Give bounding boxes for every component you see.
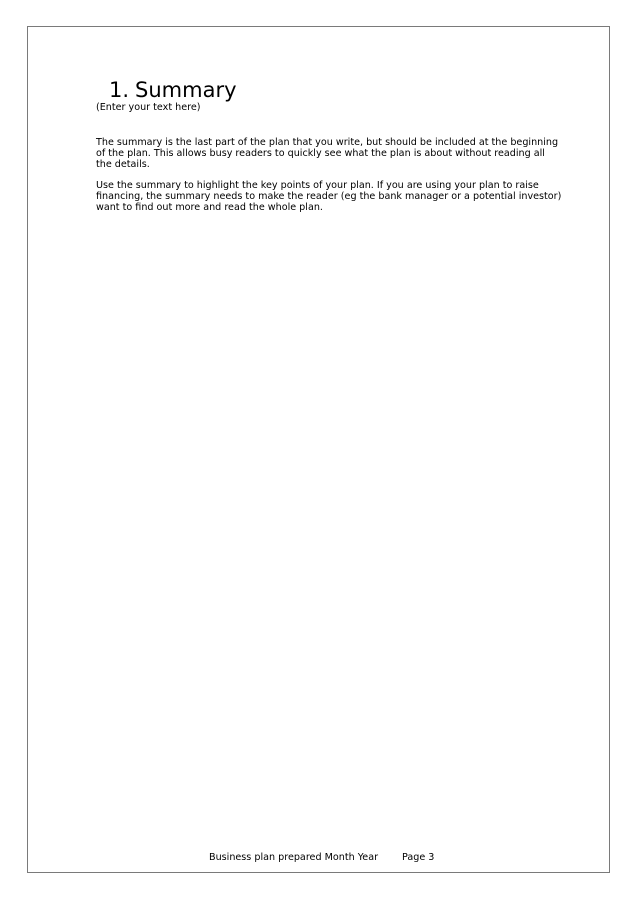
page-number: Page 3	[402, 852, 435, 863]
section-number: 1.	[109, 78, 130, 102]
paragraph	[96, 180, 561, 213]
paragraph-line: The summary is the last part of the plan that you write, but should be included at the beginning	[96, 137, 559, 148]
footer-text: Business plan prepared Month Year	[209, 852, 379, 863]
paragraph-line: Use the summary to highlight the key points of your plan. If you are using your plan to raise	[96, 180, 539, 191]
paragraph-line: want to find out more and read the whole plan.	[96, 202, 323, 213]
paragraph-line: financing, the summary needs to make the reader (eg the bank manager or a potential investor)	[96, 191, 562, 202]
paragraph-line: the details.	[96, 159, 150, 170]
page-footer	[209, 851, 434, 864]
placeholder-text[interactable]: (Enter your text here)	[96, 102, 201, 113]
section-title: Summary	[135, 78, 237, 102]
paragraph-line: of the plan. This allows busy readers to quickly see what the plan is about without reading all	[96, 148, 545, 159]
section-heading	[109, 77, 237, 103]
paragraph	[96, 137, 558, 170]
